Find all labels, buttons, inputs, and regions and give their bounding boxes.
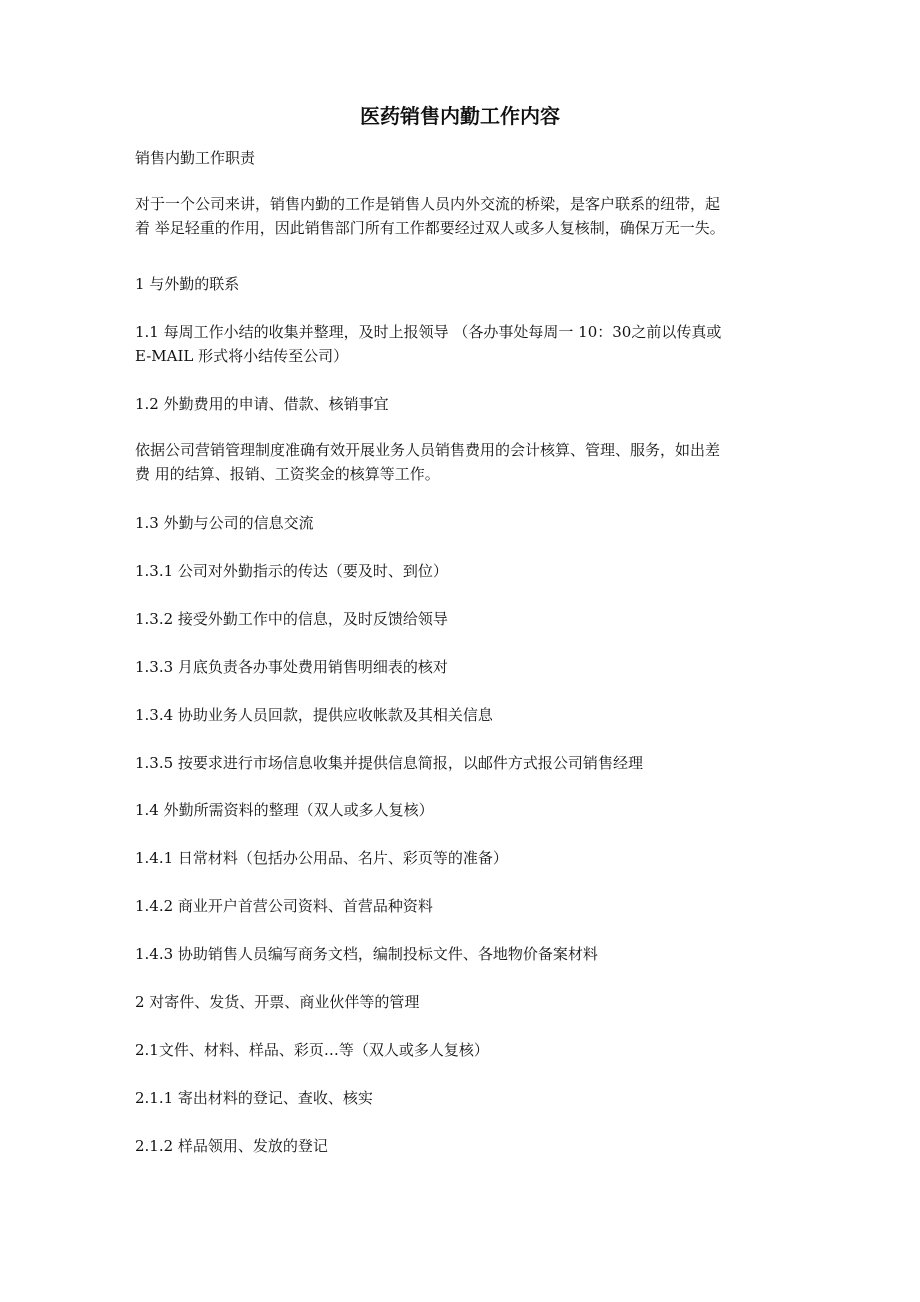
subtitle: 销售内勤工作职责 — [135, 149, 256, 167]
section-1-2-body-line-2: 费 用的结算、报销、工资奖金的核算等工作。 — [135, 465, 440, 483]
section-1-3-5: 1.3.5 按要求进行市场信息收集并提供信息简报，以邮件方式报公司销售经理 — [135, 754, 643, 772]
section-1-1-line-2: E-MAIL 形式将小结传至公司） — [135, 347, 349, 365]
section-2-1-2: 2.1.2 样品领用、发放的登记 — [135, 1137, 328, 1155]
section-heading-2: 2 对寄件、发货、开票、商业伙伴等的管理 — [135, 993, 420, 1011]
section-heading-1: 1 与外勤的联系 — [135, 275, 240, 293]
intro-paragraph — [135, 192, 785, 240]
section-1-2-body — [135, 438, 785, 486]
section-1-4: 1.4 外勤所需资料的整理（双人或多人复核） — [135, 801, 434, 819]
section-1-1 — [135, 320, 785, 368]
section-2-1: 2.1文件、材料、样品、彩页…等（双人或多人复核） — [135, 1041, 489, 1059]
section-1-2: 1.2 外勤费用的申请、借款、核销事宜 — [135, 395, 389, 413]
section-1-4-1: 1.4.1 日常材料（包括办公用品、名片、彩页等的准备） — [135, 849, 508, 867]
section-1-2-body-line-1: 依据公司营销管理制度准确有效开展业务人员销售费用的会计核算、管理、服务，如出差 — [135, 441, 721, 459]
section-1-1-line-1: 1.1 每周工作小结的收集并整理，及时上报领导 （各办事处每周一 10：30之前以传真或 — [135, 323, 722, 341]
section-1-3-1: 1.3.1 公司对外勤指示的传达（要及时、到位） — [135, 562, 448, 580]
section-1-3-3: 1.3.3 月底负责各办事处费用销售明细表的核对 — [135, 658, 448, 676]
document-title: 医药销售内勤工作内容 — [360, 104, 560, 128]
intro-line-1: 对于一个公司来讲，销售内勤的工作是销售人员内外交流的桥梁，是客户联系的纽带，起 — [135, 195, 721, 213]
section-1-4-2: 1.4.2 商业开户首营公司资料、首营品种资料 — [135, 897, 433, 915]
section-2-1-1: 2.1.1 寄出材料的登记、查收、核实 — [135, 1089, 373, 1107]
section-1-3: 1.3 外勤与公司的信息交流 — [135, 514, 314, 532]
intro-line-2: 着 举足轻重的作用，因此销售部门所有工作都要经过双人或多人复核制，确保万无一失。 — [135, 219, 725, 237]
section-1-3-4: 1.3.4 协助业务人员回款，提供应收帐款及其相关信息 — [135, 706, 493, 724]
section-1-3-2: 1.3.2 接受外勤工作中的信息，及时反馈给领导 — [135, 610, 448, 628]
section-1-4-3: 1.4.3 协助销售人员编写商务文档，编制投标文件、各地物价备案材料 — [135, 945, 598, 963]
